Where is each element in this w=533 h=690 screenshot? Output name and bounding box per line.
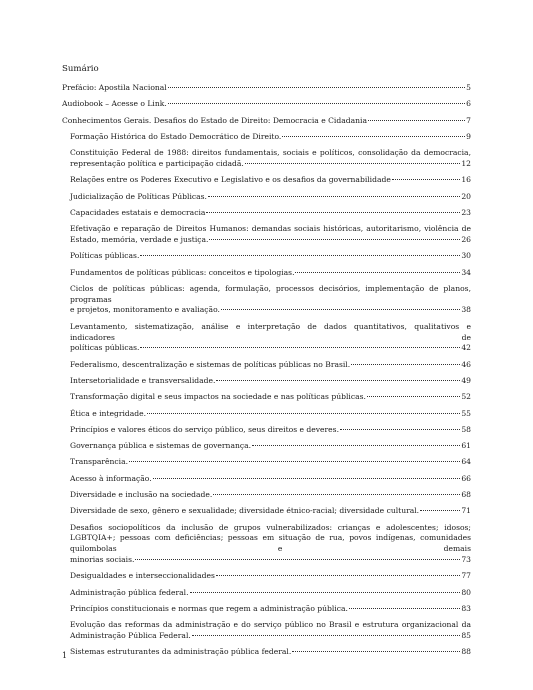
toc-entry-label: Diversidade e inclusão na sociedade. — [70, 490, 213, 500]
dot-leader — [140, 347, 460, 348]
toc-entry-label: Diversidade de sexo, gênero e sexualidade; diversidade étnico-racial; diversidade cultural. — [70, 506, 420, 516]
toc-page-number: 42 — [461, 343, 471, 353]
toc-entry-label: Prefácio: Apostila Nacional — [62, 83, 167, 92]
dot-leader — [168, 103, 465, 104]
toc-entry-label: Relações entre os Poderes Executivo e Legislativo e os desafios da governabilidade — [70, 175, 391, 185]
dot-leader — [135, 559, 460, 560]
toc-entry[interactable] — [62, 208, 471, 219]
toc-page-number: 58 — [461, 424, 471, 434]
dot-leader — [368, 120, 465, 121]
toc-page-number: 68 — [461, 490, 471, 500]
toc-entry-text: Evolução das reformas da administração e do serviço público no Brasil e estrutura organizacional da — [70, 620, 471, 630]
toc-entry[interactable] — [62, 116, 471, 127]
toc-entry[interactable] — [62, 376, 471, 387]
dot-leader — [153, 478, 461, 479]
dot-leader — [147, 413, 460, 414]
toc-page-number: 7 — [466, 115, 471, 125]
dot-leader — [351, 364, 460, 365]
toc-entry-label: Ética e integridade. — [70, 408, 147, 418]
toc-entry[interactable] — [62, 392, 471, 403]
toc-page-number: 88 — [461, 647, 471, 657]
toc-entry[interactable] — [62, 571, 471, 582]
toc-page-number: 73 — [461, 555, 471, 564]
toc-entry-text: Levantamento, sistematização, análise e interpretação de dados quantitativos, qualitativos e indicadores de — [70, 321, 471, 342]
toc-entry-label: Governança pública e sistemas de governança. — [70, 441, 252, 451]
toc-page-number: 26 — [461, 234, 471, 244]
toc-entry[interactable] — [62, 224, 471, 246]
toc-entry[interactable] — [62, 506, 471, 517]
toc-entry[interactable] — [62, 322, 471, 354]
toc-entry[interactable] — [62, 284, 471, 316]
toc-page-number: 38 — [461, 305, 471, 315]
toc-entry-label: e projetos, monitoramento e avaliação. — [70, 305, 220, 315]
toc-page-number: 66 — [461, 473, 471, 483]
toc-page-number: 23 — [461, 207, 471, 217]
toc-page-number: 34 — [461, 267, 471, 277]
dot-leader — [140, 255, 460, 256]
toc-entry-label: Administração pública federal. — [70, 587, 189, 597]
toc-title: Sumário — [62, 64, 99, 74]
dot-leader — [420, 510, 460, 511]
toc-entry-label: Desigualdades e interseccionalidades — [70, 571, 215, 581]
toc-page-number: 46 — [461, 359, 471, 369]
toc-entry-text: Efetivação e reparação de Direitos Humanos: demandas sociais históricas, autoritarismo, violência de — [70, 224, 471, 234]
toc-entry[interactable] — [62, 441, 471, 452]
dot-leader — [208, 196, 460, 197]
toc-entry[interactable] — [62, 192, 471, 203]
toc-entry-label: Judicialização de Políticas Públicas. — [70, 191, 207, 201]
toc-entry[interactable] — [62, 490, 471, 501]
toc-entry-label: Formação Histórica do Estado Democrático de Direito. — [70, 131, 282, 141]
toc-page-number: 64 — [461, 457, 471, 467]
toc-entry[interactable] — [62, 409, 471, 420]
toc-entry-label: representação política e participação cidadã. — [70, 158, 244, 168]
toc-page-number: 9 — [466, 131, 471, 141]
toc-entry[interactable] — [62, 523, 471, 566]
dot-leader — [392, 179, 460, 180]
dot-leader — [221, 309, 460, 310]
dot-leader — [209, 239, 460, 240]
toc-entry-label: políticas públicas. — [70, 343, 140, 353]
toc-entry[interactable] — [62, 604, 471, 615]
toc-entry-label: Princípios constitucionais e normas que regem a administração pública. — [70, 603, 348, 613]
dot-leader — [216, 575, 460, 576]
toc-entry-label: Acesso à informação. — [70, 473, 152, 483]
toc-entry-text: Desafios sociopolíticos da inclusão de grupos vulnerabilizados: crianças e adolescentes; idosos; LGBTQIA+; pessoas com deficiências; pessoas em situação de rua, povos indígenas, comunidades quilombolas e demais — [70, 522, 471, 554]
toc-entry-label: Administração Pública Federal. — [70, 630, 191, 640]
toc-entry[interactable] — [62, 457, 471, 468]
dot-leader — [190, 592, 461, 593]
dot-leader — [206, 212, 460, 213]
toc-page-number: 12 — [461, 158, 471, 168]
toc-page-number: 52 — [461, 392, 471, 402]
toc-entry[interactable] — [62, 148, 471, 170]
toc-page-number: 5 — [466, 83, 471, 92]
toc-page-number: 49 — [461, 375, 471, 385]
dot-leader — [295, 272, 460, 273]
toc-entry[interactable] — [62, 268, 471, 279]
toc-entry-label: Federalismo, descentralização e sistemas de políticas públicas no Brasil. — [70, 359, 351, 369]
toc-entry[interactable] — [62, 83, 471, 94]
toc-entry-label: Sistemas estruturantes da administração pública federal. — [70, 647, 292, 657]
toc-entry-label: Capacidades estatais e democracia — [70, 207, 206, 217]
toc-entry-label: Audiobook – Acesse o Link. — [62, 99, 167, 109]
toc-entry-text: Ciclos de políticas públicas: agenda, formulação, processos decisórios, implementação de planos, programas — [70, 283, 471, 304]
toc-entry-text: Constituição Federal de 1988: direitos fundamentais, sociais e políticos, consolidação da democracia, — [70, 148, 471, 158]
dot-leader — [252, 445, 460, 446]
toc-entry-label: Transformação digital e seus impactos na sociedade e nas políticas públicas. — [70, 392, 366, 402]
toc-page-number: 77 — [461, 571, 471, 581]
toc-page-number: 71 — [461, 506, 471, 516]
toc-entry-label: Fundamentos de políticas públicas: conceitos e tipologias. — [70, 267, 295, 277]
toc-entry[interactable] — [62, 360, 471, 371]
dot-leader — [340, 429, 460, 430]
toc-page-number: 85 — [461, 630, 471, 640]
toc-entry-label: Conhecimentos Gerais. Desafios do Estado de Direito: Democracia e Cidadania — [62, 115, 367, 125]
toc-page-number: 83 — [461, 603, 471, 613]
toc-page-number: 6 — [466, 99, 471, 109]
dot-leader — [245, 163, 461, 164]
toc-entry-label: Intersetorialidade e transversalidade. — [70, 375, 216, 385]
dot-leader — [129, 461, 460, 462]
toc-page-number: 80 — [461, 587, 471, 597]
toc-entry[interactable] — [62, 251, 471, 262]
dot-leader — [192, 635, 461, 636]
dot-leader — [168, 87, 465, 88]
toc-page-number: 30 — [461, 251, 471, 261]
toc-entry-label: minorias sociais. — [70, 555, 135, 564]
toc-entry[interactable] — [62, 99, 471, 110]
toc-entry[interactable] — [62, 474, 471, 485]
dot-leader — [213, 494, 460, 495]
dot-leader — [349, 608, 460, 609]
toc-page-number: 55 — [461, 408, 471, 418]
page-number: 1 — [62, 651, 68, 660]
toc-page-number: 20 — [461, 191, 471, 201]
toc-entry[interactable] — [62, 647, 471, 658]
dot-leader — [216, 380, 460, 381]
dot-leader — [292, 651, 460, 652]
toc-entry[interactable] — [62, 175, 471, 186]
toc-page-number: 61 — [461, 441, 471, 451]
toc-page-number: 16 — [461, 175, 471, 185]
table-of-contents — [62, 83, 471, 664]
toc-entry-label: Princípios e valores éticos do serviço público, seus direitos e deveres. — [70, 424, 339, 434]
toc-entry-label: Políticas públicas. — [70, 251, 140, 261]
toc-entry-label: Transparência. — [70, 457, 129, 467]
toc-entry[interactable] — [62, 620, 471, 642]
dot-leader — [282, 136, 465, 137]
toc-entry[interactable] — [62, 588, 471, 599]
dot-leader — [367, 396, 460, 397]
toc-entry[interactable] — [62, 425, 471, 436]
toc-entry[interactable] — [62, 132, 471, 143]
toc-entry-label: Estado, memória, verdade e justiça. — [70, 234, 209, 244]
